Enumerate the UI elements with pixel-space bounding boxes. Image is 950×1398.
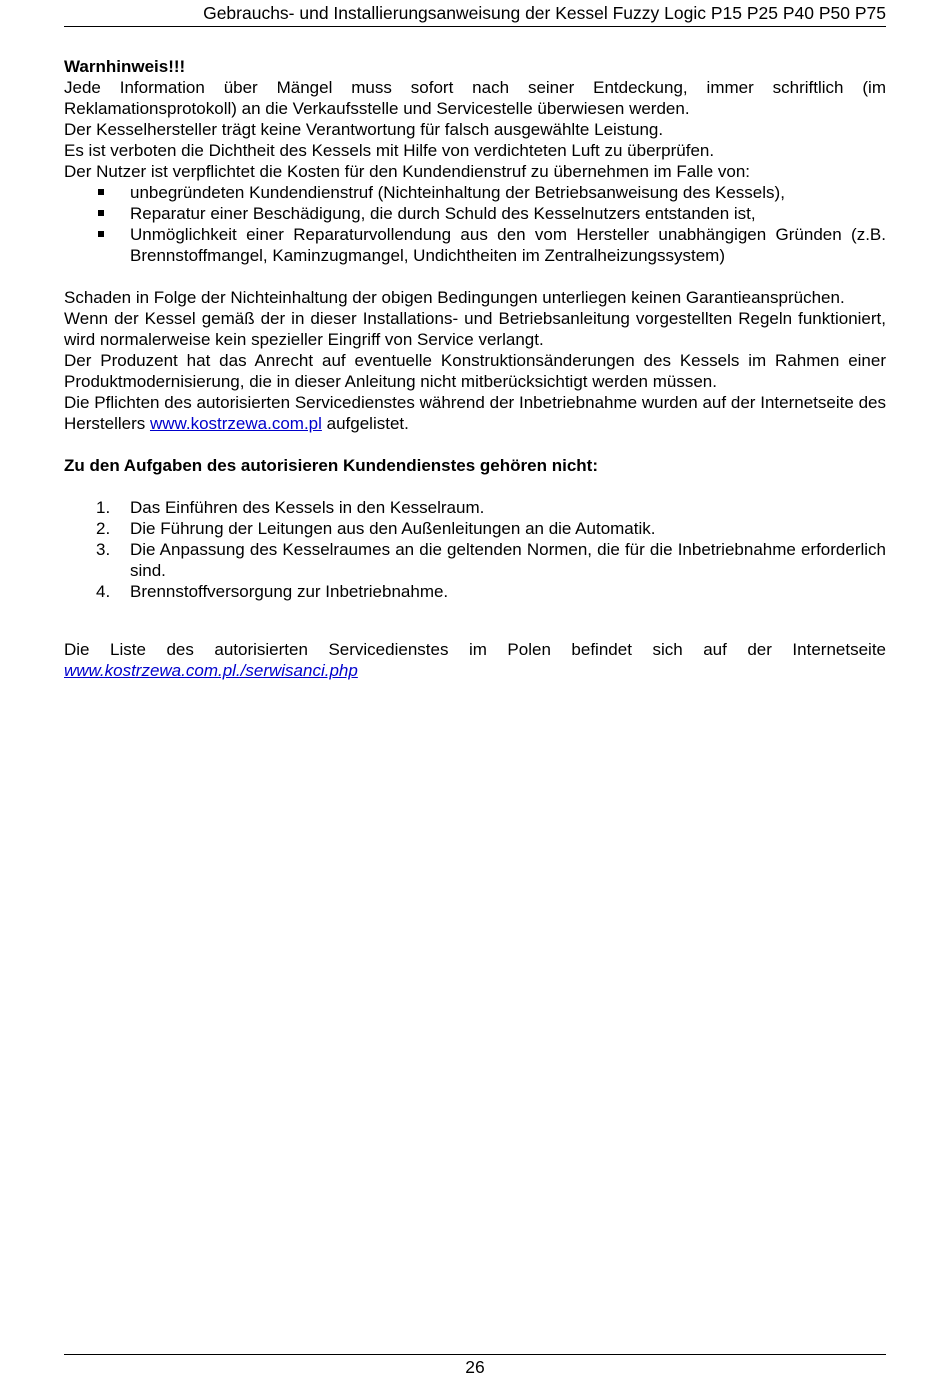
bullet-item: unbegründeten Kundendienstruf (Nichteinhaltung der Betriebsanweisung des Kessels), [64,182,886,203]
warning-paragraph-4: Der Nutzer ist verpflichtet die Kosten für den Kundendienstruf zu übernehmen im Falle von: [64,162,751,181]
list-item [64,497,886,518]
list-text: Die Anpassung des Kesselraumes an die geltenden Normen, die für die Inbetriebnahme erforderlich sind. [130,540,886,580]
tasks-heading: Zu den Aufgaben des autorisieren Kundendienstes gehören nicht: [64,456,598,475]
conditions-p4-end: aufgelistet. [321,414,409,433]
list-item [64,539,886,581]
service-list-link-line [64,660,886,681]
list-text: Das Einführen des Kessels in den Kesselraum. [130,498,485,517]
list-number: 4. [96,582,111,601]
manufacturer-website-link[interactable]: www.kostrzewa.com.pl [149,414,322,433]
service-list-text: Die Liste des autorisierten Servicedienstes im Polen befindet sich auf der Internetseite [64,640,886,659]
footer-divider [64,1354,886,1355]
warning-paragraph-1: Jede Information über Mängel muss sofort nach seiner Entdeckung, immer schriftlich (im Reklamationsprotokoll) an die Verkaufsstelle und Servicestelle überwiesen werden. [64,78,886,118]
warning-paragraph-2: Der Kesselhersteller trägt keine Verantwortung für falsch ausgewählte Leistung. [64,120,664,139]
page-content [64,56,886,681]
conditions-p4-text: Die Pflichten des autorisierten Servicedienstes während der Inbetriebnahme wurden auf der Internetseite des Herstellers [64,393,886,433]
bullet-item: Unmöglichkeit einer Reparaturvollendung aus den vom Hersteller unabhängigen Gründen (z.B. Brennstoffmangel, Kaminzugmangel, Undichtheiten im Zentralheizungssystem) [64,224,886,266]
conditions-paragraph-1: Schaden in Folge der Nichteinhaltung der obigen Bedingungen unterliegen keinen Garantieansprüchen. [64,288,845,307]
list-number: 2. [96,519,111,538]
list-item [64,581,886,602]
warning-heading: Warnhinweis!!! [64,57,186,76]
conditions-paragraph-2: Wenn der Kessel gemäß der in dieser Installations- und Betriebsanleitung vorgestellten Regeln funktioniert, wird normalerweise kein spezieller Eingriff von Service verlangt. [64,309,886,349]
list-item [64,518,886,539]
service-list-link[interactable]: www.kostrzewa.com.pl./serwisanci.php [64,661,358,680]
bullet-item: Reparatur einer Beschädigung, die durch Schuld des Kesselnutzers entstanden ist, [64,203,886,224]
list-text: Die Führung der Leitungen aus den Außenleitungen an die Automatik. [130,519,656,538]
page-header: Gebrauchs- und Installierungsanweisung der Kessel Fuzzy Logic P15 P25 P40 P50 P75 [64,3,886,27]
list-number: 1. [96,498,111,517]
conditions-paragraph-3: Der Produzent hat das Anrecht auf eventuelle Konstruktionsänderungen des Kessels im Rahmen einer Produktmodernisierung, die in dieser Anleitung nicht mitberücksichtigt werden müssen. [64,351,886,391]
list-number: 3. [96,540,111,559]
list-text: Brennstoffversorgung zur Inbetriebnahme. [130,582,449,601]
page-number: 26 [465,1357,485,1377]
conditions-paragraph-4 [64,392,886,434]
cost-bullet-list [64,182,886,266]
warning-paragraph-3: Es ist verboten die Dichtheit des Kessels mit Hilfe von verdichteten Luft zu überprüfen. [64,141,715,160]
tasks-list [64,497,886,602]
